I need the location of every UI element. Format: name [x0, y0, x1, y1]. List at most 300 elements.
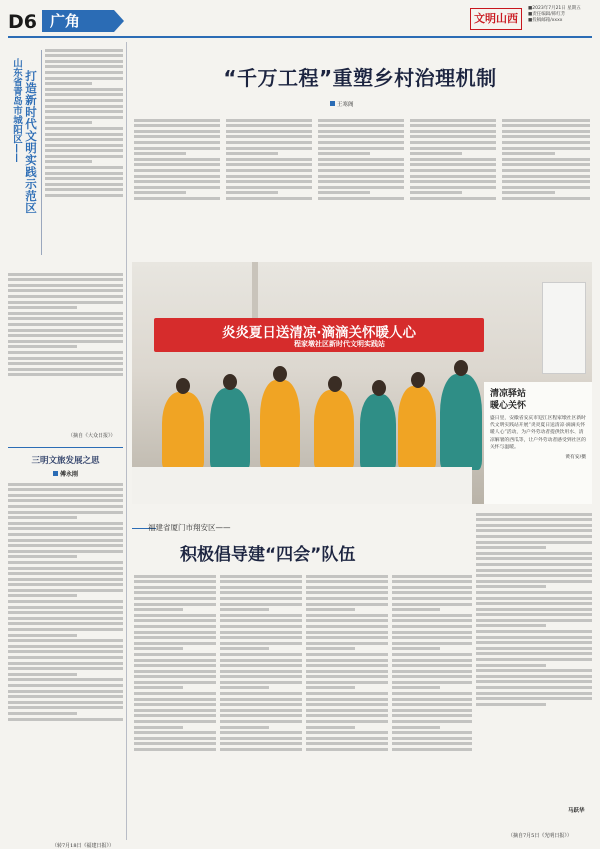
text-line	[45, 183, 123, 186]
text-line	[8, 317, 123, 320]
text-line	[410, 186, 496, 189]
text-line	[226, 197, 312, 200]
left-subarticle-byline: 傅永刚	[8, 469, 123, 478]
text-line	[410, 119, 496, 122]
text-line	[134, 614, 216, 617]
main-article-byline: 王寒阁	[330, 100, 354, 108]
text-line	[392, 670, 472, 673]
text-line	[45, 99, 123, 102]
text-line	[476, 647, 592, 650]
text-line	[306, 692, 388, 695]
text-line	[45, 149, 123, 152]
text-line	[134, 130, 220, 133]
text-line	[226, 163, 312, 166]
text-line	[134, 692, 216, 695]
text-line	[220, 619, 302, 622]
left-subarticle-jump: （转7月18日《福建日报》）	[52, 843, 115, 849]
text-line	[392, 586, 472, 589]
text-line	[134, 124, 220, 127]
text-line	[410, 124, 496, 127]
text-line	[220, 703, 302, 706]
text-line	[410, 180, 496, 183]
text-line	[220, 742, 302, 745]
text-line	[476, 513, 592, 516]
main-article-col-1	[134, 116, 220, 244]
photo-person	[440, 374, 482, 470]
text-line	[392, 709, 472, 712]
second-article-col-3	[306, 572, 388, 842]
text-line	[134, 636, 216, 639]
text-line	[226, 141, 312, 144]
text-line	[410, 175, 496, 178]
text-line	[8, 695, 123, 698]
text-line	[392, 675, 472, 678]
left-article-body-mid	[8, 270, 123, 430]
text-line	[134, 619, 216, 622]
photo-person-head	[411, 372, 425, 388]
text-line	[134, 152, 186, 155]
text-line	[8, 373, 123, 376]
text-line	[220, 720, 302, 723]
text-line	[220, 737, 302, 740]
pub-date: ■2023年7月21日 星期五	[528, 6, 581, 11]
text-line	[226, 180, 312, 183]
text-line	[134, 119, 220, 122]
text-line	[476, 552, 592, 555]
text-line	[306, 631, 388, 634]
text-line	[8, 494, 123, 497]
text-line	[8, 650, 123, 653]
left-column	[8, 42, 123, 849]
text-line	[8, 606, 123, 609]
text-line	[8, 583, 123, 586]
text-line	[134, 675, 216, 678]
text-line	[220, 647, 269, 650]
text-line	[306, 709, 388, 712]
text-line	[392, 603, 472, 606]
text-line	[8, 340, 123, 343]
text-line	[134, 737, 216, 740]
text-line	[220, 726, 269, 729]
left-subarticle-title: 三明文旅发展之思	[31, 456, 100, 466]
text-line	[306, 603, 388, 606]
text-line	[220, 575, 302, 578]
text-line	[306, 642, 388, 645]
text-line	[306, 675, 388, 678]
text-line	[226, 152, 278, 155]
text-line	[8, 483, 123, 486]
text-line	[134, 714, 216, 717]
text-line	[306, 591, 388, 594]
text-line	[8, 357, 123, 360]
text-line	[306, 726, 355, 729]
text-line	[392, 742, 472, 745]
text-line	[220, 636, 302, 639]
text-line	[8, 656, 123, 659]
text-line	[226, 130, 312, 133]
text-line	[8, 301, 123, 304]
text-line	[306, 647, 355, 650]
text-line	[306, 636, 388, 639]
publication-info	[528, 6, 598, 24]
photo-person	[210, 388, 250, 470]
text-line	[134, 698, 216, 701]
text-line	[392, 737, 472, 740]
left-article-title: 打造新时代文明实践示范区	[24, 70, 38, 214]
text-line	[306, 714, 388, 717]
text-line	[392, 703, 472, 706]
text-line	[392, 748, 472, 751]
text-line	[318, 158, 404, 161]
second-article-region: 福建省厦门市翔安区——	[148, 523, 231, 532]
text-line	[502, 135, 590, 138]
text-line	[134, 686, 183, 689]
photo-credit: 黄有安/摄	[565, 455, 586, 461]
text-line	[8, 351, 123, 354]
text-line	[476, 641, 592, 644]
text-line	[502, 186, 590, 189]
text-line	[45, 155, 123, 158]
text-line	[45, 105, 123, 108]
text-line	[45, 194, 123, 197]
text-line	[220, 698, 302, 701]
text-line	[306, 737, 388, 740]
text-line	[134, 720, 216, 723]
text-line	[318, 152, 370, 155]
text-line	[410, 169, 496, 172]
text-line	[220, 631, 302, 634]
text-line	[45, 172, 123, 175]
text-line	[8, 594, 77, 597]
text-line	[306, 664, 388, 667]
photo-person	[360, 394, 396, 470]
photo-table	[132, 467, 472, 504]
second-article-col-2	[220, 572, 302, 842]
text-line	[45, 88, 123, 91]
text-line	[476, 658, 592, 661]
text-line	[306, 698, 388, 701]
photo-caption-box	[484, 382, 592, 504]
text-line	[134, 163, 220, 166]
main-article-col-5	[502, 116, 590, 244]
text-line	[8, 289, 123, 292]
main-article-title: “千万工程”重塑乡村治理机制	[223, 66, 497, 90]
second-article-col-4	[392, 572, 472, 842]
text-line	[220, 686, 269, 689]
text-line	[392, 619, 472, 622]
text-line	[134, 191, 186, 194]
text-line	[476, 569, 592, 572]
text-line	[392, 698, 472, 701]
photo-person-head	[176, 378, 190, 394]
text-line	[45, 127, 123, 130]
text-line	[134, 731, 216, 734]
text-line	[8, 662, 123, 665]
text-line	[392, 731, 472, 734]
text-line	[476, 636, 592, 639]
text-line	[134, 575, 216, 578]
text-line	[476, 585, 546, 588]
text-line	[476, 692, 592, 695]
news-photo	[132, 262, 592, 504]
text-line	[45, 93, 123, 96]
left-subarticle-body	[8, 480, 123, 840]
photo-banner-text: 炎炎夏日送清凉·滴滴关怀暖人心	[221, 325, 417, 341]
text-line	[306, 681, 388, 684]
text-line	[8, 555, 77, 558]
text-line	[8, 306, 77, 309]
text-line	[476, 574, 592, 577]
text-line	[45, 121, 92, 124]
text-line	[134, 742, 216, 745]
masthead	[0, 0, 600, 40]
text-line	[476, 541, 592, 544]
text-line	[476, 563, 592, 566]
page-number: D6	[8, 11, 37, 33]
pub-editor: ■责任编辑/韩红芳	[528, 12, 566, 17]
text-line	[410, 163, 496, 166]
text-line	[306, 720, 388, 723]
text-line	[8, 706, 123, 709]
text-line	[502, 130, 590, 133]
text-line	[134, 175, 220, 178]
text-line	[134, 709, 216, 712]
text-line	[8, 278, 123, 281]
text-line	[134, 726, 183, 729]
text-line	[306, 703, 388, 706]
text-line	[220, 675, 302, 678]
text-line	[318, 175, 404, 178]
text-line	[226, 124, 312, 127]
text-line	[392, 631, 472, 634]
text-line	[220, 664, 302, 667]
text-line	[45, 110, 123, 113]
text-line	[306, 686, 355, 689]
text-line	[134, 180, 220, 183]
text-line	[476, 524, 592, 527]
photo-caption-title: 清凉驿站 暖心关怀	[490, 389, 527, 411]
text-line	[476, 529, 592, 532]
text-line	[226, 158, 312, 161]
text-line	[8, 673, 77, 676]
photo-person	[162, 392, 204, 470]
text-line	[220, 597, 302, 600]
byline-marker-icon	[330, 101, 335, 106]
text-line	[306, 619, 388, 622]
text-line	[476, 591, 592, 594]
text-line	[8, 284, 123, 287]
text-line	[306, 670, 388, 673]
text-line	[45, 133, 123, 136]
text-line	[134, 586, 216, 589]
text-line	[410, 130, 496, 133]
text-line	[306, 597, 388, 600]
second-article-signature: 马跃华	[568, 808, 585, 814]
text-line	[8, 334, 123, 337]
text-line	[502, 169, 590, 172]
text-line	[220, 625, 302, 628]
text-line	[220, 731, 302, 734]
photo-air-conditioner	[542, 282, 586, 374]
photo-tent-pole	[252, 262, 258, 322]
main-article-col-3	[318, 116, 404, 244]
text-line	[476, 518, 592, 521]
text-line	[226, 169, 312, 172]
text-line	[134, 703, 216, 706]
text-line	[476, 697, 592, 700]
text-line	[8, 690, 123, 693]
text-line	[502, 180, 590, 183]
text-line	[220, 659, 302, 662]
text-line	[410, 135, 496, 138]
text-line	[8, 684, 123, 687]
text-line	[306, 625, 388, 628]
text-line	[410, 197, 496, 200]
text-line	[306, 614, 388, 617]
main-article-col-2	[226, 116, 312, 244]
text-line	[392, 653, 472, 656]
text-line	[226, 186, 312, 189]
second-article-col-5	[476, 510, 592, 800]
text-line	[134, 186, 220, 189]
text-line	[392, 664, 472, 667]
text-line	[502, 175, 590, 178]
text-line	[8, 273, 123, 276]
text-line	[476, 535, 592, 538]
text-line	[8, 628, 123, 631]
text-line	[306, 580, 388, 583]
photo-person-head	[273, 366, 287, 382]
text-line	[8, 611, 123, 614]
second-article-col-1	[134, 572, 216, 842]
photo-person	[398, 386, 436, 470]
text-line	[134, 580, 216, 583]
text-line	[45, 116, 123, 119]
text-line	[318, 197, 404, 200]
photo-person-head	[223, 374, 237, 390]
text-line	[476, 580, 592, 583]
text-line	[45, 49, 123, 52]
text-line	[8, 533, 123, 536]
text-line	[8, 667, 123, 670]
text-line	[8, 645, 123, 648]
text-line	[476, 624, 546, 627]
text-line	[502, 119, 590, 122]
text-line	[502, 141, 590, 144]
photo-caption-body: 盛日里，安徽省安庆市迎江区程家墩社区新时代文明实践站开展“炎炎夏日送清凉·滴滴关怀暖人心”活动，为户外劳动者提供饮用水、清凉解暑的西瓜等，让户外劳动者感受到社区的关怀与温暖。	[490, 416, 586, 450]
text-line	[8, 312, 123, 315]
text-line	[8, 527, 123, 530]
text-line	[134, 664, 216, 667]
text-line	[318, 124, 404, 127]
text-line	[134, 681, 216, 684]
text-line	[392, 681, 472, 684]
text-line	[502, 124, 590, 127]
text-line	[8, 505, 123, 508]
photo-banner-subtext: 程家墩社区新时代文明实践站	[294, 340, 385, 348]
title-divider	[41, 50, 42, 255]
text-line	[318, 163, 404, 166]
text-line	[8, 511, 123, 514]
text-line	[8, 488, 123, 491]
text-line	[476, 686, 592, 689]
text-line	[134, 158, 220, 161]
text-line	[392, 575, 472, 578]
text-line	[220, 714, 302, 717]
text-line	[410, 147, 496, 150]
text-line	[476, 546, 546, 549]
text-line	[306, 586, 388, 589]
text-line	[8, 712, 77, 715]
text-line	[392, 686, 440, 689]
text-line	[134, 647, 183, 650]
text-line	[502, 191, 555, 194]
photo-person-head	[328, 376, 342, 392]
text-line	[220, 692, 302, 695]
text-line	[476, 680, 592, 683]
text-line	[8, 544, 123, 547]
text-line	[134, 169, 220, 172]
newspaper-logo: 文明山西	[470, 8, 522, 30]
text-line	[8, 701, 123, 704]
text-line	[220, 670, 302, 673]
text-line	[306, 575, 388, 578]
text-line	[8, 323, 123, 326]
section-tag: 广角	[42, 10, 114, 32]
text-line	[392, 591, 472, 594]
text-line	[306, 659, 388, 662]
text-line	[392, 692, 472, 695]
text-line	[220, 591, 302, 594]
photo-person	[314, 390, 354, 470]
masthead-rule	[8, 36, 592, 38]
text-line	[318, 147, 404, 150]
text-line	[392, 720, 472, 723]
text-line	[226, 119, 312, 122]
left-article-source: （摘自《大众日报》）	[68, 433, 116, 439]
text-line	[45, 144, 123, 147]
photo-person-head	[372, 380, 386, 396]
text-line	[392, 597, 472, 600]
text-line	[476, 675, 592, 678]
text-line	[318, 186, 404, 189]
text-line	[134, 670, 216, 673]
text-line	[410, 152, 462, 155]
main-article-col-4	[410, 116, 496, 244]
text-line	[45, 188, 123, 191]
photo-banner	[154, 318, 484, 352]
text-line	[410, 191, 462, 194]
text-line	[8, 589, 123, 592]
text-line	[392, 580, 472, 583]
text-line	[392, 647, 440, 650]
text-line	[8, 345, 77, 348]
text-line	[502, 158, 590, 161]
text-line	[476, 703, 546, 706]
text-line	[476, 630, 592, 633]
text-line	[318, 191, 370, 194]
text-line	[220, 681, 302, 684]
photo-person	[260, 380, 300, 470]
text-line	[134, 603, 216, 606]
text-line	[45, 82, 92, 85]
text-line	[134, 653, 216, 656]
text-line	[8, 368, 123, 371]
text-line	[220, 580, 302, 583]
text-line	[226, 175, 312, 178]
text-line	[502, 163, 590, 166]
column-divider	[126, 42, 127, 840]
